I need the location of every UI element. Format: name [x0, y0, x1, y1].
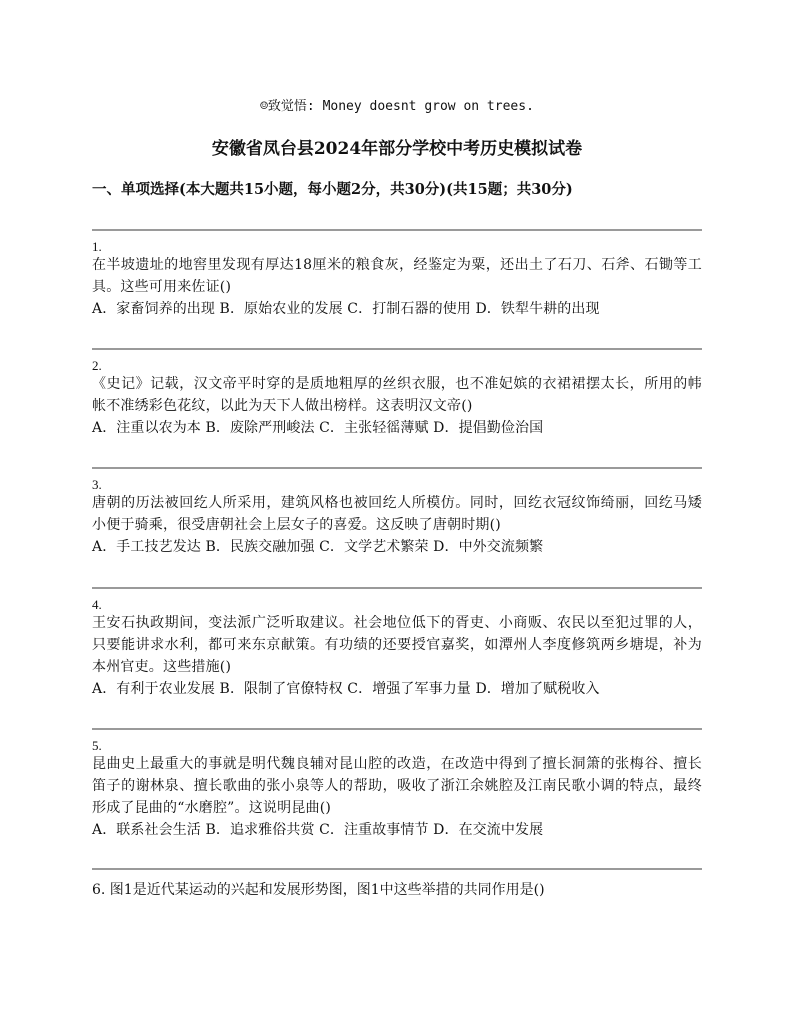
question-number: 1. [92, 239, 102, 254]
motto-line: ☺致觉悟: Money doesnt grow on trees. [260, 99, 534, 114]
question-stem: 6. 图1是近代某运动的兴起和发展形势图，图1中这些举措的共同作用是() [92, 882, 545, 898]
question-divider [92, 728, 702, 730]
question-4 [92, 587, 702, 700]
question-options: A．有利于农业发展 B．限制了官僚特权 C．增强了军事力量 D．增加了赋税收入 [92, 681, 600, 697]
question-5 [92, 728, 702, 841]
question-stem: 王安石执政期间，变法派广泛听取建议。社会地位低下的胥吏、小商贩、农民以至犯过罪的人，只要能讲求水利，都可来东京献策。有功绩的还要授官嘉奖，如潭州人李度修筑两乡塘堤，补为本州官吏。这些措施() [92, 615, 702, 675]
exam-title: 安徽省凤台县2024年部分学校中考历史模拟试卷 [211, 139, 583, 159]
question-stem: 《史记》记载，汉文帝平时穿的是质地粗厚的丝织衣服，也不准妃嫔的衣裙裙摆太长，所用的帏帐不准绣彩色花纹，以此为天下人做出榜样。这表明汉文帝() [92, 376, 702, 414]
question-options: A．联系社会生活 B．追求雅俗共赏 C．注重故事情节 D．在交流中发展 [92, 822, 544, 838]
section-heading: 一、单项选择(本大题共15小题，每小题2分，共30分)(共15题；共30分) [92, 181, 573, 198]
question-divider [92, 467, 702, 469]
question-options: A．注重以农为本 B．废除严刑峻法 C．主张轻徭薄赋 D．提倡勤俭治国 [92, 420, 544, 436]
question-stem: 唐朝的历法被回纥人所采用，建筑风格也被回纥人所模仿。同时，回纥衣冠纹饰绮丽，回纥马矮小便于骑乘，很受唐朝社会上层女子的喜爱。这反映了唐朝时期() [92, 495, 702, 533]
question-6 [92, 868, 702, 901]
question-divider [92, 229, 702, 231]
question-3 [92, 467, 702, 558]
question-number: 2. [92, 358, 102, 373]
question-2 [92, 348, 702, 439]
question-stem: 在半坡遗址的地窖里发现有厚达18厘米的粮食灰，经鉴定为粟，还出土了石刀、石斧、石锄等工具。这些可用来佐证() [92, 257, 702, 295]
question-number: 3. [92, 477, 102, 492]
question-divider [92, 587, 702, 589]
question-options: A．手工技艺发达 B．民族交融加强 C．文学艺术繁荣 D．中外交流频繁 [92, 539, 544, 555]
question-stem: 昆曲史上最重大的事就是明代魏良辅对昆山腔的改造，在改造中得到了擅长洞箫的张梅谷、擅长笛子的谢林泉、擅长歌曲的张小泉等人的帮助，吸收了浙江余姚腔及江南民歌小调的特点，最终形成了昆曲的“水磨腔”。这说明昆曲() [92, 756, 702, 816]
question-number: 4. [92, 597, 102, 612]
question-options: A．家畜饲养的出现 B．原始农业的发展 C．打制石器的使用 D．铁犁牛耕的出现 [92, 301, 600, 317]
question-divider [92, 868, 702, 870]
question-divider [92, 348, 702, 350]
question-1 [92, 229, 702, 320]
question-number: 5. [92, 738, 102, 753]
